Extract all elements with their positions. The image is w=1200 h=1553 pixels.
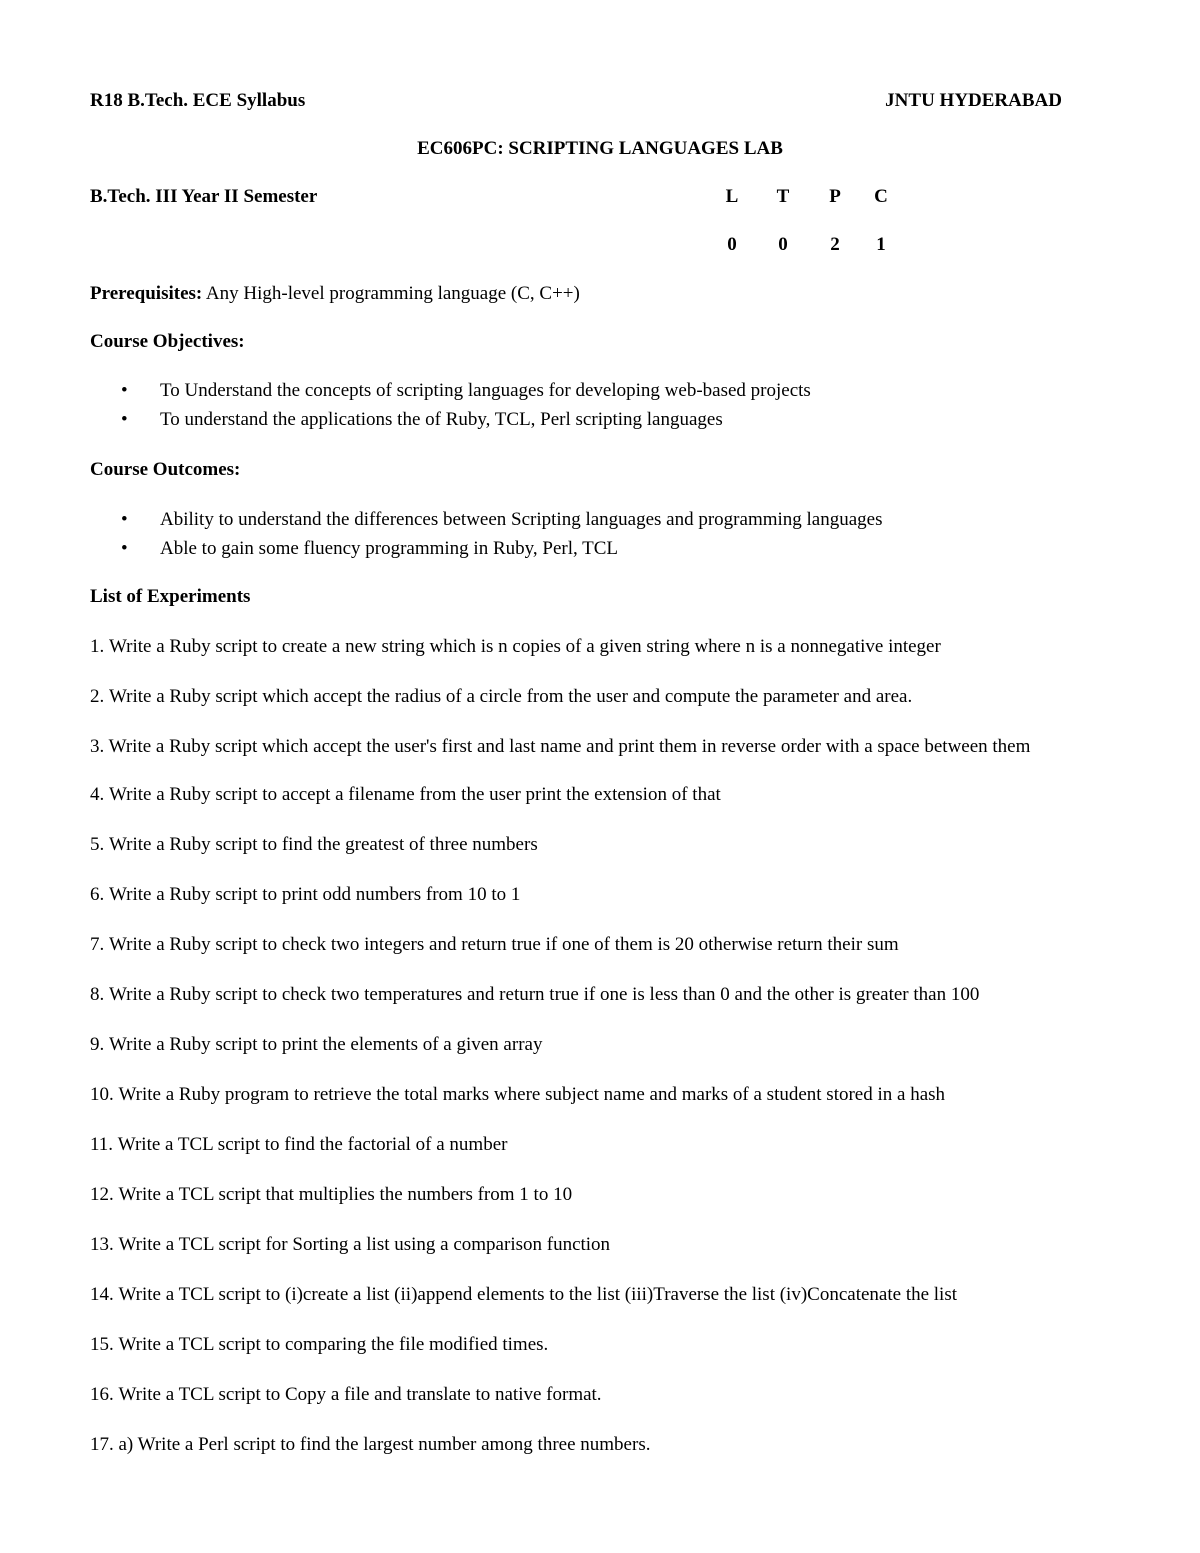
page-header	[90, 90, 1062, 113]
objectives-list	[90, 376, 811, 434]
credit-label-t: T	[776, 186, 790, 207]
list-item: 16. Write a TCL script to Copy a file and translate to native format.	[90, 1384, 602, 1405]
list-item: 2. Write a Ruby script which accept the radius of a circle from the user and compute the parameter and area.	[90, 686, 913, 707]
list-item: 7. Write a Ruby script to check two integers and return true if one of them is 20 otherwise return their sum	[90, 934, 899, 955]
credit-value-p: 2	[830, 234, 840, 255]
credit-label-c: C	[874, 186, 888, 207]
course-title: EC606PC: SCRIPTING LANGUAGES LAB	[417, 138, 783, 159]
outcomes-heading: Course Outcomes:	[90, 459, 241, 480]
credit-value-t: 0	[778, 234, 788, 255]
credit-value-c: 1	[876, 234, 886, 255]
objectives-heading: Course Objectives:	[90, 331, 245, 352]
list-item: 1. Write a Ruby script to create a new string which is n copies of a given string where n is a nonnegative integer	[90, 636, 941, 657]
list-item: 17. a) Write a Perl script to find the largest number among three numbers.	[90, 1434, 651, 1455]
prerequisites-label: Prerequisites:	[90, 283, 203, 304]
list-item: 3. Write a Ruby script which accept the user's first and last name and print them in reverse order with a space between them	[90, 736, 1031, 757]
outcomes-list	[90, 505, 883, 563]
header-left: R18 B.Tech. ECE Syllabus	[90, 90, 306, 111]
list-item: 8. Write a Ruby script to check two temperatures and return true if one is less than 0 and the other is greater than 100	[90, 984, 980, 1005]
list-item: 6. Write a Ruby script to print odd numbers from 10 to 1	[90, 884, 521, 905]
prerequisites	[90, 283, 580, 306]
list-item: 14. Write a TCL script to (i)create a list (ii)append elements to the list (iii)Traverse the list (iv)Concatenate the list	[90, 1284, 958, 1305]
credit-label-l: L	[725, 186, 739, 207]
outcome-item: • Ability to understand the differences between Scripting languages and programming languages	[90, 505, 883, 534]
credit-value-l: 0	[727, 234, 737, 255]
list-item: 12. Write a TCL script that multiplies the numbers from 1 to 10	[90, 1184, 573, 1205]
list-item: 9. Write a Ruby script to print the elements of a given array	[90, 1034, 543, 1055]
objective-item: • To understand the applications the of Ruby, TCL, Perl scripting languages	[90, 405, 811, 434]
list-item: 5. Write a Ruby script to find the greatest of three numbers	[90, 834, 538, 855]
list-item: 13. Write a TCL script for Sorting a list using a comparison function	[90, 1234, 611, 1255]
header-right: JNTU HYDERABAD	[885, 90, 1062, 111]
experiments-list	[90, 634, 1120, 1482]
outcome-item: • Able to gain some fluency programming in Ruby, Perl, TCL	[90, 534, 883, 563]
objective-item: • To Understand the concepts of scripting languages for developing web-based projects	[90, 376, 811, 405]
credit-label-p: P	[829, 186, 841, 207]
semester-label: B.Tech. III Year II Semester	[90, 186, 318, 207]
list-item: 11. Write a TCL script to find the factorial of a number	[90, 1134, 508, 1155]
list-item: 4. Write a Ruby script to accept a filename from the user print the extension of that	[90, 784, 721, 805]
prerequisites-text: Any High-level programming language (C, C++)	[202, 283, 580, 304]
experiments-heading: List of Experiments	[90, 586, 251, 607]
list-item: 10. Write a Ruby program to retrieve the total marks where subject name and marks of a student stored in a hash	[90, 1084, 946, 1105]
list-item: 15. Write a TCL script to comparing the file modified times.	[90, 1334, 549, 1355]
